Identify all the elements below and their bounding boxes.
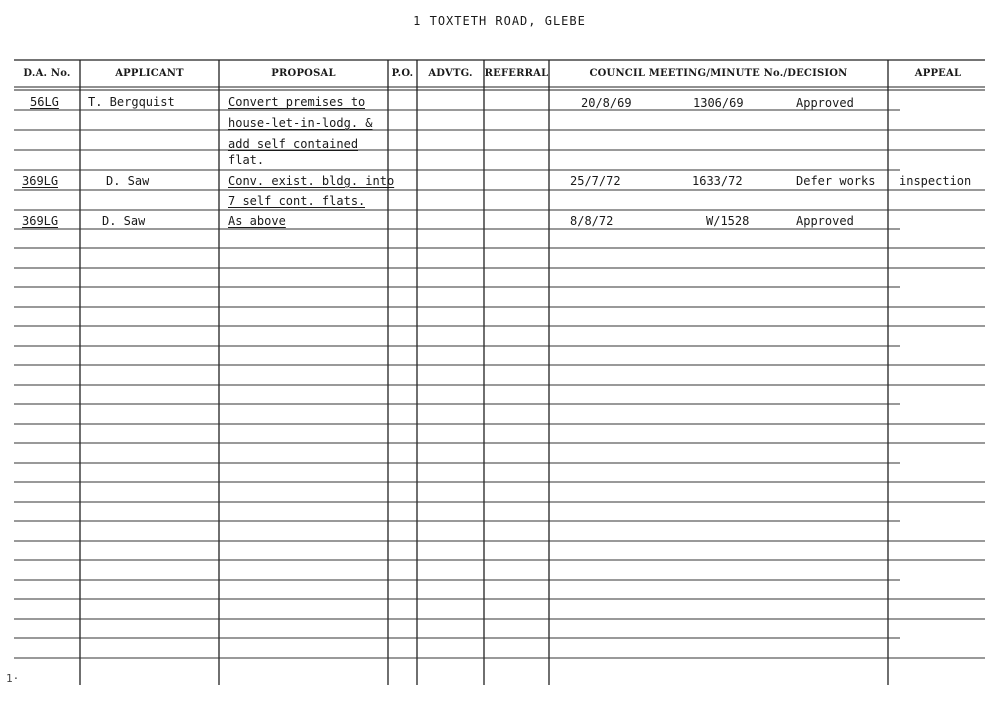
entry-1-decision: Approved	[796, 96, 854, 110]
entry-1-proposal-line-3: add self contained	[228, 137, 359, 151]
entry-1-da-no: 56LG	[30, 95, 59, 109]
column-header-council-decision: COUNCIL MEETING/MINUTE No./DECISION	[589, 68, 848, 79]
column-header-po: P.O.	[391, 68, 414, 79]
entry-2-minute-no: 1633/72	[692, 174, 743, 188]
page-title: 1 TOXTETH ROAD, GLEBE	[413, 14, 586, 28]
entry-2-proposal-line-2: 7 self cont. flats.	[228, 194, 366, 208]
entry-2-proposal-line-1: Conv. exist. bldg. into	[228, 174, 395, 188]
entry-3-proposal: As above	[228, 214, 286, 228]
column-header-referral: REFERRAL	[484, 68, 549, 79]
margin-mark: 1·	[6, 672, 20, 685]
entry-3-da-no: 369LG	[22, 214, 59, 228]
entry-3-applicant: D. Saw	[102, 214, 146, 228]
entry-2-applicant: D. Saw	[106, 174, 150, 188]
entry-1-proposal-line-1: Convert premises to	[228, 95, 366, 109]
entry-1-meeting-date: 20/8/69	[581, 96, 632, 110]
entry-3-meeting-date: 8/8/72	[570, 214, 614, 228]
entry-1-proposal-line-4: flat.	[228, 153, 265, 167]
entry-2-decision: Defer works	[796, 174, 876, 188]
column-header-appeal: APPEAL	[914, 68, 962, 79]
column-header-da-no: D.A. No.	[23, 68, 71, 79]
column-header-applicant: APPLICANT	[115, 68, 184, 79]
entry-1-minute-no: 1306/69	[693, 96, 744, 110]
column-header-proposal: PROPOSAL	[271, 68, 336, 79]
entry-2-da-no: 369LG	[22, 174, 59, 188]
entry-1-proposal-line-2: house-let-in-lodg. &	[228, 116, 373, 130]
entry-2-meeting-date: 25/7/72	[570, 174, 621, 188]
column-header-advtg: ADVTG.	[428, 68, 473, 79]
entry-2-appeal: inspection	[899, 174, 972, 188]
entry-3-decision: Approved	[796, 214, 854, 228]
entry-3-minute-no: W/1528	[706, 214, 750, 228]
entry-1-applicant: T. Bergquist	[88, 95, 175, 109]
